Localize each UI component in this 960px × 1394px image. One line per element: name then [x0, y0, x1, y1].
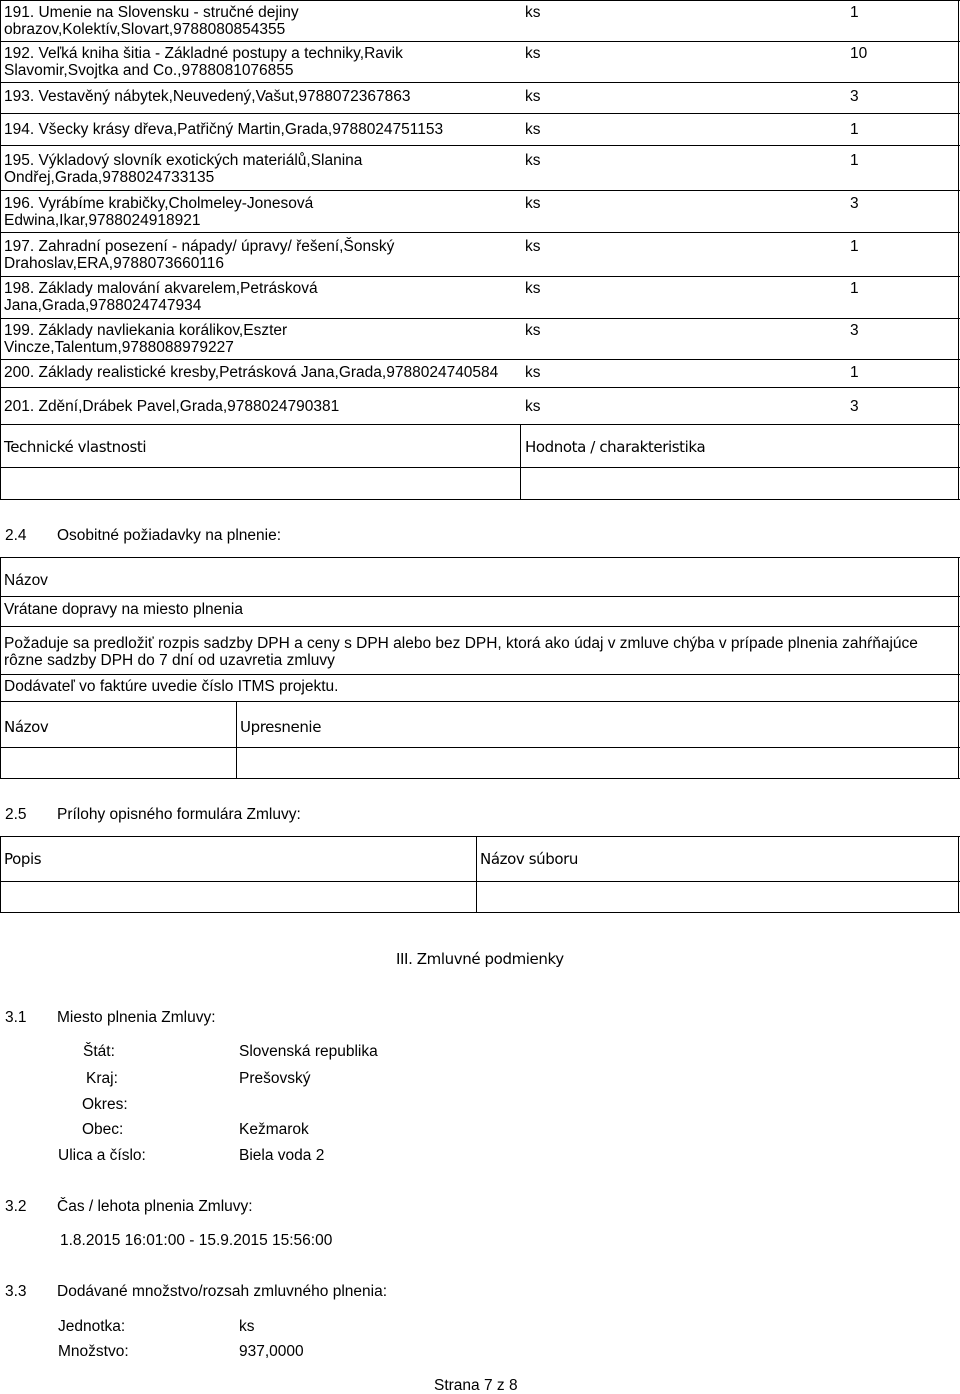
requirements-header: Názov	[4, 572, 48, 589]
item-row-text: 192. Veľká kniha šitia - Základné postupy a techniky,Ravik Slavomir,Svojtka and Co.,9788081076855	[4, 45, 403, 79]
item-row-qty: 1	[850, 364, 859, 381]
item-row-text: 200. Základy realistické kresby,Petrásková Jana,Grada,9788024740584	[4, 364, 499, 381]
amount-value: 937,0000	[239, 1343, 304, 1360]
item-row-qty: 3	[850, 398, 859, 415]
item-row-qty: 1	[850, 238, 859, 255]
requirement-row: Dodávateľ vo faktúre uvedie číslo ITMS projektu.	[4, 678, 339, 695]
district-label: Okres:	[82, 1096, 128, 1113]
section-title: Prílohy opisného formulára Zmluvy:	[57, 806, 301, 823]
section-number: 3.2	[5, 1198, 27, 1215]
item-row-qty: 1	[850, 152, 859, 169]
item-row-qty: 1	[850, 121, 859, 138]
section-title: Čas / lehota plnenia Zmluvy:	[57, 1198, 253, 1215]
item-row-unit: ks	[525, 88, 541, 105]
section-number: 3.3	[5, 1283, 27, 1300]
item-row-unit: ks	[525, 280, 541, 297]
item-row-text: 197. Zahradní posezení - nápady/ úpravy/ řešení,Šonský Drahoslav,ERA,9788073660116	[4, 238, 395, 272]
item-row-qty: 3	[850, 88, 859, 105]
amount-label: Množstvo:	[58, 1343, 129, 1360]
item-row-qty: 1	[850, 280, 859, 297]
attach-col-filename: Názov súboru	[480, 850, 579, 868]
item-row-unit: ks	[525, 238, 541, 255]
part-heading: III. Zmluvné podmienky	[396, 950, 564, 968]
item-row-unit: ks	[525, 152, 541, 169]
item-row-qty: 10	[850, 45, 868, 62]
item-row-unit: ks	[525, 195, 541, 212]
item-row-text: 195. Výkladový slovník exotických materiálů,Slanina Ondřej,Grada,9788024733135	[4, 152, 363, 186]
town-label: Obec:	[82, 1121, 124, 1138]
tech-col-properties: Technické vlastnosti	[4, 438, 147, 456]
requirement-row: Vrátane dopravy na miesto plnenia	[4, 601, 243, 618]
item-row-qty: 3	[850, 322, 859, 339]
region-label: Kraj:	[86, 1070, 118, 1087]
section-number: 3.1	[5, 1009, 27, 1026]
item-row-text: 198. Základy malování akvarelem,Petrásková Jana,Grada,9788024747934	[4, 280, 318, 314]
item-row-unit: ks	[525, 322, 541, 339]
street-label: Ulica a číslo:	[58, 1147, 146, 1164]
street-value: Biela voda 2	[239, 1147, 325, 1164]
section-title: Dodávané množstvo/rozsah zmluvného plnenia:	[57, 1283, 387, 1300]
attach-col-description: Popis	[4, 850, 42, 868]
region-value: Prešovský	[239, 1070, 311, 1087]
item-row-text: 191. Umenie na Slovensku - stručné dejiny obrazov,Kolektív,Slovart,9788080854355	[4, 4, 299, 38]
item-row-text: 196. Vyrábíme krabičky,Cholmeley-Jonesová Edwina,Ikar,9788024918921	[4, 195, 314, 229]
section-number: 2.4	[5, 527, 27, 544]
item-row-text: 201. Zdění,Drábek Pavel,Grada,9788024790381	[4, 398, 340, 415]
tech-col-value: Hodnota / charakteristika	[525, 438, 706, 456]
performance-period: 1.8.2015 16:01:00 - 15.9.2015 15:56:00	[60, 1232, 333, 1249]
item-row-qty: 3	[850, 195, 859, 212]
item-row-unit: ks	[525, 364, 541, 381]
town-value: Kežmarok	[239, 1121, 309, 1138]
section-title: Miesto plnenia Zmluvy:	[57, 1009, 216, 1026]
spec-col-name: Názov	[4, 718, 49, 736]
item-row-text: 193. Vestavěný nábytek,Neuvedený,Vašut,9788072367863	[4, 88, 411, 105]
state-label: Štát:	[83, 1043, 115, 1060]
spec-col-detail: Upresnenie	[240, 718, 322, 736]
item-row-text: 199. Základy navliekania korálikov,Eszter Vincze,Talentum,9788088979227	[4, 322, 288, 356]
requirement-row: Požaduje sa predložiť rozpis sadzby DPH a ceny s DPH alebo bez DPH, ktorá ako údaj v zmluve chýba v prípade plnenia zahŕňajúce rôzne sadzby DPH do 7 dní od uzavretia zmluvy	[4, 635, 918, 669]
page-footer: Strana 7 z 8	[434, 1377, 518, 1394]
item-row-unit: ks	[525, 121, 541, 138]
unit-value: ks	[239, 1318, 255, 1335]
item-row-unit: ks	[525, 45, 541, 62]
unit-label: Jednotka:	[58, 1318, 126, 1335]
section-title: Osobitné požiadavky na plnenie:	[57, 527, 282, 544]
item-row-unit: ks	[525, 398, 541, 415]
item-row-qty: 1	[850, 4, 859, 21]
state-value: Slovenská republika	[239, 1043, 378, 1060]
item-row-text: 194. Všecky krásy dřeva,Patřičný Martin,Grada,9788024751153	[4, 121, 444, 138]
item-row-unit: ks	[525, 4, 541, 21]
section-number: 2.5	[5, 806, 27, 823]
